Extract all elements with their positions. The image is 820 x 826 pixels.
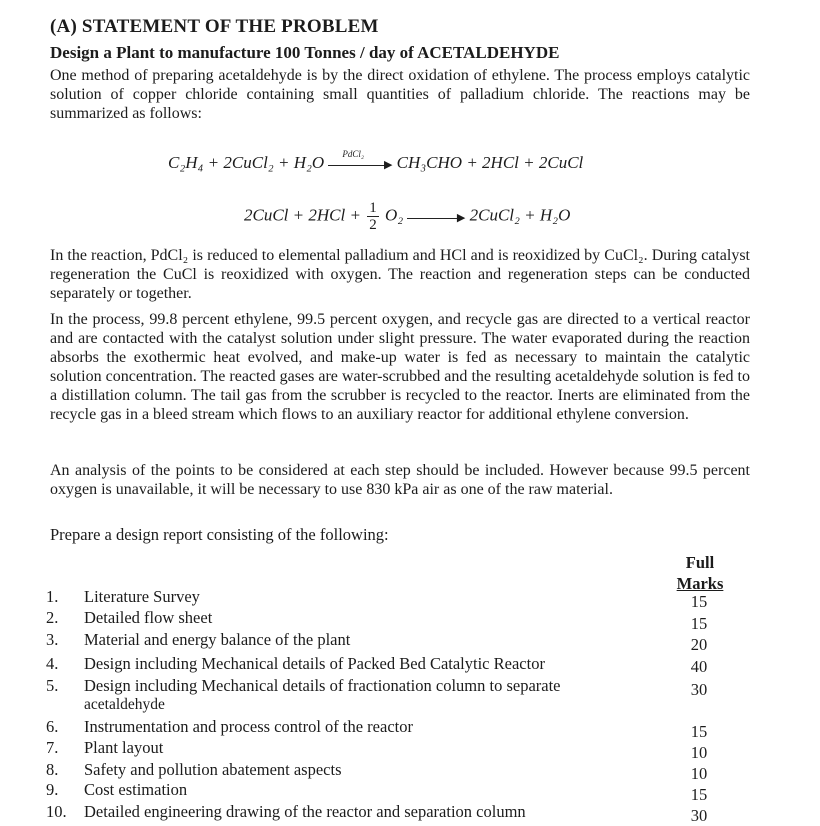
item-number: 6. (46, 717, 59, 736)
list-item (46, 717, 413, 737)
item-marks: 15 (690, 592, 708, 611)
one-half-fraction (367, 200, 379, 233)
equation-1-catalyst: PdCl₂ (342, 149, 365, 160)
reaction-arrow-icon: PdCl₂ ▶ (328, 155, 392, 173)
fraction-numerator: 1 (369, 200, 377, 216)
item-text: Detailed flow sheet (84, 608, 213, 627)
full-marks-header (672, 552, 728, 594)
item-text: Design including Mechanical details of Packed Bed Catalytic Reactor (84, 654, 545, 673)
item-marks: 15 (690, 785, 708, 804)
item-number: 5. (46, 676, 59, 695)
section-heading: (A) STATEMENT OF THE PROBLEM (50, 16, 379, 37)
report-instruction: Prepare a design report consisting of the following: (50, 525, 389, 544)
list-item (46, 654, 545, 674)
list-item (46, 760, 342, 780)
item-marks: 30 (690, 680, 708, 699)
fraction-denominator: 2 (369, 217, 377, 233)
item-marks: 20 (690, 635, 708, 654)
list-item (46, 608, 212, 628)
item-text: Detailed engineering drawing of the reactor and separation column (84, 802, 526, 821)
list-item (46, 738, 163, 758)
analysis-paragraph: An analysis of the points to be considered at each step should be included. However because 99.5 percent oxygen is unavailable, it will be necessary to use 830 kPa air as one of the raw material. (50, 462, 750, 498)
item-text: Material and energy balance of the plant (84, 630, 351, 649)
list-item (46, 676, 561, 696)
reaction-arrow-icon: ▶ (407, 208, 465, 226)
item-number: 10. (46, 802, 67, 821)
item-marks: 10 (690, 764, 708, 783)
item-text: Instrumentation and process control of the reactor (84, 717, 413, 736)
item-number: 8. (46, 760, 59, 779)
item-marks: 40 (690, 657, 708, 676)
equation-2-right: 2CuCl₂ + H₂O (469, 205, 571, 225)
equation-2-oxygen: O₂ (384, 205, 404, 225)
full-marks-line2: Marks (676, 574, 724, 593)
equation-1-right: CH₃CHO + 2HCl + 2CuCl (396, 153, 584, 172)
item-number: 1. (46, 587, 59, 606)
equation-2 (244, 200, 570, 233)
item-number: 2. (46, 608, 59, 627)
item-text: Literature Survey (84, 587, 200, 606)
item-number: 4. (46, 654, 59, 673)
process-paragraph: In the process, 99.8 percent ethylene, 99.5 percent oxygen, and recycle gas are directed to a vertical reactor and are contacted with the catalyst solution under slight pressure. The water evaporated during the reaction absorbs the exothermic heat evolved, and make-up water is fed as necessary to maintain the catalytic solution concentration. The reacted gases are water-scrubbed and the resulting acetaldehyde solution is fed to a distillation column. The tail gas from the scrubber is recycled to the reactor. Inerts are eliminated from the recycle gas in a bleed stream which flows to an auxiliary reactor for additional ethylene conversion. (50, 311, 750, 423)
item-text: Cost estimation (84, 780, 188, 799)
item-number: 9. (46, 780, 59, 799)
list-item (46, 780, 187, 800)
reaction-paragraph: In the reaction, PdCl₂ is reduced to elemental palladium and HCl and is reoxidized by CuCl₂. During catalyst regeneration the CuCl is reoxidized with oxygen. The reaction and regeneration steps can be conducted separately or together. (50, 247, 750, 302)
item-number: 3. (46, 630, 59, 649)
item-marks: 30 (690, 806, 708, 825)
item-text: Safety and pollution abatement aspects (84, 760, 342, 779)
intro-paragraph: One method of preparing acetaldehyde is by the direct oxidation of ethylene. The process employs catalytic solution of copper chloride containing small quantities of palladium chloride. The reactions may be summarized as follows: (50, 67, 750, 122)
item-marks: 15 (690, 722, 708, 741)
full-marks-line1: Full (685, 553, 715, 572)
item-text-continuation: acetaldehyde (84, 696, 165, 713)
list-item (46, 587, 200, 607)
item-number: 7. (46, 738, 59, 757)
item-text: Design including Mechanical details of fractionation column to separate (84, 676, 561, 695)
item-marks: 10 (690, 743, 708, 762)
equation-1-left: C₂H₄ + 2CuCl₂ + H₂O (168, 153, 325, 172)
design-title: Design a Plant to manufacture 100 Tonnes / day of ACETALDEHYDE (50, 43, 560, 62)
item-text: Plant layout (84, 738, 164, 757)
equation-1 (168, 149, 584, 173)
item-marks: 15 (690, 614, 708, 633)
list-item (46, 630, 350, 650)
list-item (46, 802, 526, 822)
equation-2-left: 2CuCl + 2HCl + (244, 205, 361, 225)
